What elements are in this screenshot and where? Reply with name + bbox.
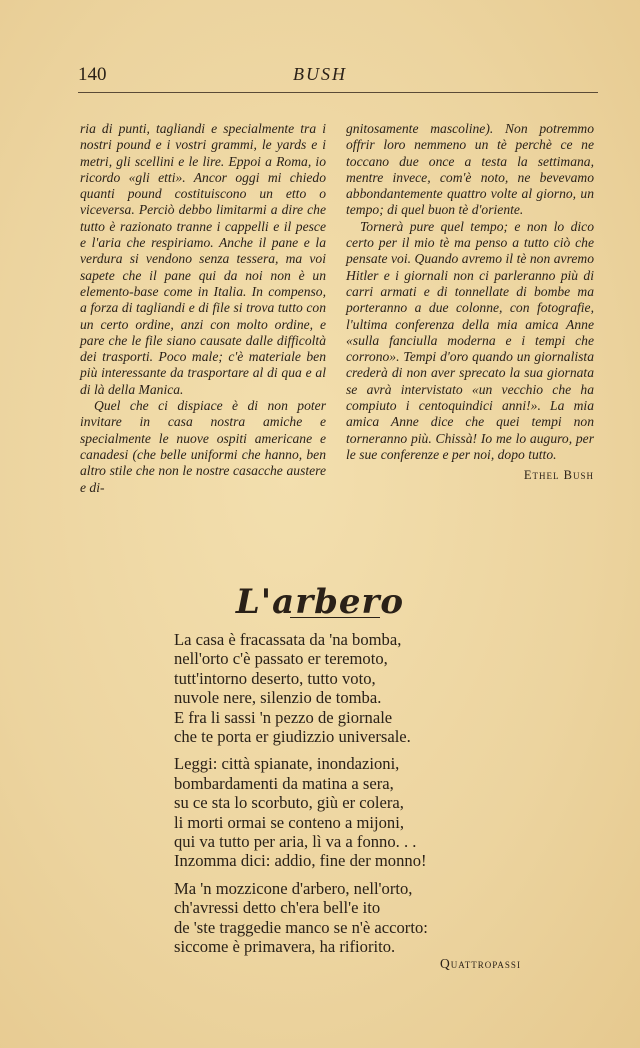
poem-line: nell'orto c'è passato er teremoto, [174, 649, 388, 669]
poem-title: L'arbero [235, 582, 405, 622]
paragraph: Quel che ci dispiace è di non poter invitare in casa nostra amiche e specialmente le nuove ospiti americane e canadesi (che belle uniformi che hanno, ben altro stile che non le nostre casacche austere e di- [80, 398, 326, 495]
poem-line: siccome è primavera, ha rifiorito. [174, 937, 396, 957]
article-column-left [80, 121, 326, 496]
paragraph: ria di punti, tagliandi e specialmente tra i nostri pound e i vostri grammi, le yards e i metri, gli scellini e le lire. Eppoi a Roma, io ricordo «gli etti». Ancor oggi mi chiedo quanti pound costituiscono un etto o viceversa. Perciò debbo limitarmi a dire che tutto è razionato tranne i cappelli e il pesce e l'aria che respiriamo. Anche il pane e la verdura si vendono senza tessera, ma voi sapete che il pane qui da noi non è un elemento-base come in Italia. In compenso, a forza di tagliandi e di file si trova tutto con un certo ordine, anzi con molto ordine, e pare che le file siano causate dalle difficoltà dei trasporti. Poco male; c'è materiale ben più interessante da trasportare al di qua e al di là della Manica. [80, 121, 326, 397]
poem-line: La casa è fracassata da 'na bomba, [174, 630, 402, 649]
running-title: BUSH [293, 64, 347, 84]
poem-line: Leggi: città spianate, inondazioni, [174, 754, 400, 774]
poem-line: Inzomma dici: addio, fine der monno! [174, 851, 427, 871]
article-column-right [346, 121, 594, 484]
page-number: 140 [78, 64, 107, 85]
poem-line: ch'avressi detto ch'era bell'e ito [174, 898, 381, 918]
poem-line: nuvole nere, silenzio de tomba. [174, 688, 382, 708]
paragraph: Tornerà pure quel tempo; e non lo dico certo per il mio tè ma penso a tutto ciò che pensate voi. Quando avremo il tè non avremo Hitler e i giornali non ci parleranno più di carri armati e di tonnellate di bombe ma porteranno a due colonne, con fotografie, l'ultima conferenza della mia amica Anne «sulla fanciulla moderna e i tempi che corrono». Tempi d'oro quando un giornalista crederà di non aver sprecato la sua giornata se avrà intervistato «un vecchio che ha compiuto i centoquindici anni!». La mia amica Anne dice che quei tempi non torneranno più. Chissà! Io me lo auguro, per le sue conferenze e per noi, dopo tutto. [346, 218, 594, 462]
poem-line: che te porta er giudizzio universale. [174, 727, 411, 747]
poem-line: li morti ormai se conteno a mijoni, [174, 812, 404, 832]
poem-body [174, 630, 534, 965]
poem-line: su ce sta lo scorbuto, giù er colera, [174, 793, 404, 813]
poem-line: E fra li sassi 'n pezzo de giornale [174, 707, 393, 727]
article-signature: Ethel Bush [523, 468, 594, 483]
poem-author: Quattropassi [440, 956, 521, 971]
poem-line: Ma 'n mozzicone d'arbero, nell'orto, [174, 878, 413, 898]
poem-line: qui va tutto per aria, lì va a fonno. . . [174, 832, 417, 852]
title-underline [290, 617, 380, 618]
stanza [174, 754, 534, 870]
stanza [174, 879, 534, 957]
poem-line: de 'ste traggedie manco se n'è accorto: [174, 917, 428, 937]
paragraph: gnitosamente mascoline). Non potremmo offrir loro nemmeno un tè perchè ce ne toccano due once a testa la settimana, mentre invece, com'è noto, ne bevevamo abbondantemente quattro volte al giorno, un tempo; di quel buon tè d'oriente. [346, 121, 594, 218]
stanza [174, 630, 534, 746]
poem-line: tutt'intorno deserto, tutto voto, [174, 668, 376, 688]
header-rule [78, 92, 598, 93]
poem-line: bombardamenti da matina a sera, [174, 773, 394, 793]
